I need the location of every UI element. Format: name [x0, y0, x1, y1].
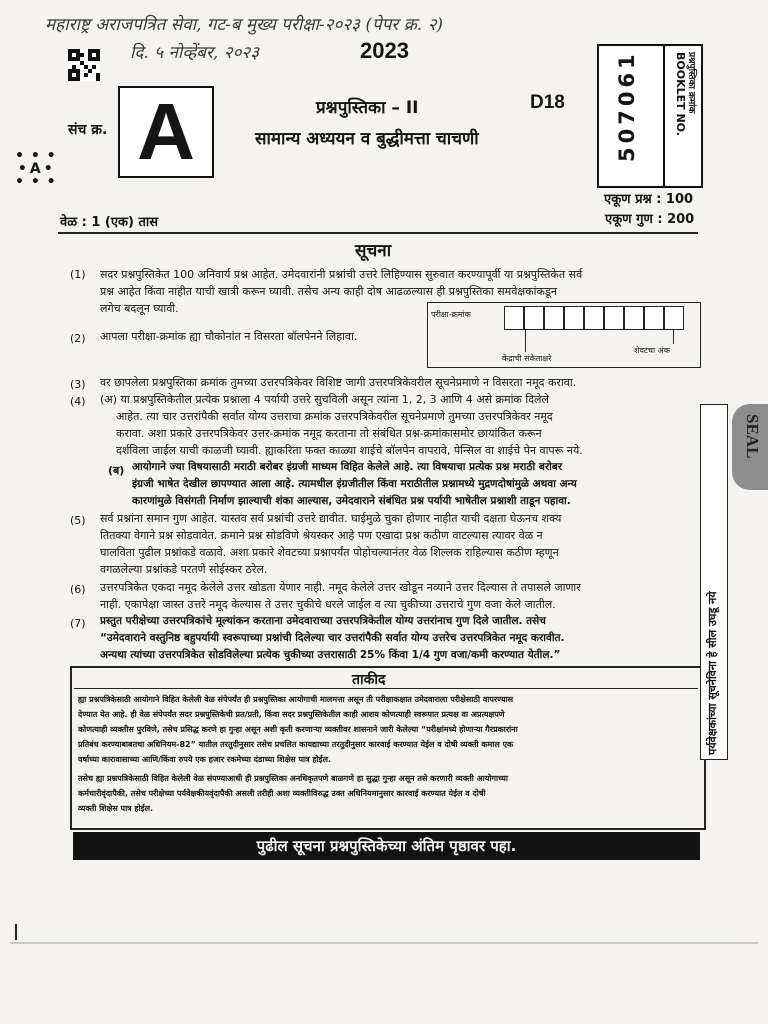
warning-heading-rule [74, 688, 698, 689]
exam-year: 2023 [360, 38, 409, 63]
dot-row-bottom: • • • [15, 174, 57, 190]
total-marks: एकूण गुण : 200 [605, 212, 695, 227]
dot-series-letter: A [29, 161, 42, 177]
margin-mark [15, 924, 17, 940]
instruction-line: “उमेदवाराने वस्तुनिष्ठ बहुपर्यायी स्वरूपाच्या प्रश्नांची दिलेल्या चार उत्तरांपैकी सर्वात योग्य उत्तरेच उत्तरपत्रिकेत नमूद करावीत. [100, 632, 565, 644]
subject-title: सामान्य अध्ययन व बुद्धीमत्ता चाचणी [255, 129, 479, 149]
instruction-number: (1) [70, 268, 86, 281]
instruction-line: प्रश्न आहेत किंवा नाहीत याची खात्री करून घ्यावी. तसेच अन्य काही दोष आढळल्यास ही प्रश्नपुस्तिका समवेक्षकांकडून [100, 285, 557, 298]
page-bottom-line [10, 942, 758, 944]
roll-digit-cell[interactable] [664, 306, 684, 330]
instruction-number: (3) [70, 378, 86, 391]
warning-line: ह्या प्रश्नपत्रिकेसाठी आयोगाने विहित केलेली वेळ संपेपर्यंत ही प्रश्नपुस्तिका आयोगाची मालमत्ता असून ती परीक्षाकक्षात उमेदवाराला परीक्षेसाठी वापरण्यास [78, 695, 514, 704]
dot-right: • [43, 161, 54, 177]
warning-heading: ताकीद [352, 672, 386, 688]
warning-line: तसेच ह्या प्रश्नपत्रिकेसाठी विहित केलेली वेळ संपण्याआधी ही प्रश्नपुस्तिका अनधिकृतपणे बाळगणे हा सुद्धा गुन्हा असून तसे करणारी व्यक्ती आयोगाच्या [78, 774, 508, 783]
header-divider [58, 232, 698, 234]
instruction-line: तितक्या वेगाने प्रश्न सोडवावेत. क्रमाने प्रश्न सोडविणे श्रेयस्कर आहे पण एखादा प्रश्न कठीण वाटल्यास त्यावर वेळ न [100, 529, 543, 542]
instruction-line: सदर प्रश्नपुस्तिकेत 100 अनिवार्य प्रश्न आहेत. उमेदवारांनी प्रश्नांची उत्तरे लिहिण्यास सुरुवात करण्यापूर्वी या प्रश्नपुस्तिकेत सर्व [100, 268, 583, 281]
instruction-line: (अ) या प्रश्नपुस्तिकेतील प्रत्येक प्रश्नाला 4 पर्यायी उत्तरे सुचविली असून त्यांना 1, 2, 3 आणि 4 असे क्रमांक दिलेले [100, 393, 549, 406]
instruction-item [100, 510, 561, 578]
instruction-item [100, 374, 576, 391]
booklet-number-box [597, 44, 703, 188]
last-digit-pointer [673, 330, 674, 344]
instruction-line: कारणांमुळे विसंगती निर्माण झाल्याची शंका आल्यास, उमेदवाराने संबंधित प्रश्न पर्यायी भाषेतील प्रश्नाशी ताडून पहावा. [132, 495, 571, 507]
instruction-number: (ब) [108, 464, 125, 477]
dot-left: • [17, 161, 28, 177]
instruction-line: वर छापलेला प्रश्नपुस्तिका क्रमांक तुमच्या उत्तरपत्रिकेवर विशिष्ट जागी उत्तरपत्रिकेवरील सूचनेप्रमाणे न विसरता नमूद करावा. [100, 376, 577, 389]
dot-row-top: • • • [15, 148, 57, 164]
instruction-line: आपला परीक्षा-क्रमांक ह्या चौकोनांत न विसरता बॉलपेनने लिहावा. [100, 330, 358, 343]
roll-number-box [427, 302, 701, 368]
instruction-number: (7) [70, 617, 86, 630]
instruction-line: आयोगाने ज्या विषयासाठी मराठी बरोबर इंग्रजी माध्यम विहित केलेले आहे. त्या विषयाचा प्रत्येक प्रश्न मराठी बरोबर [132, 461, 563, 473]
instruction-line: सर्व प्रश्नांना समान गुण आहेत. यास्तव सर्व प्रश्नांची उत्तरे द्यावीत. घाईमुळे चुका होणार नाहीत याची दक्षता घेऊनच शक्य [100, 512, 562, 525]
instruction-item [100, 328, 357, 345]
instruction-line: दर्शविला जाईल याची काळजी घ्यावी. ह्याकरिता फक्त काळ्या शाईचे बॉलपेन वापरावे, पेन्सिल वा शाईचे पेन वापरू नये. [116, 444, 583, 457]
total-questions: एकूण प्रश्न : 100 [604, 192, 694, 207]
handwritten-exam-date: दि. ५ नोव्हेंबर, २०२३ [130, 43, 260, 63]
instruction-number: (2) [70, 332, 86, 345]
roll-digit-cell[interactable] [504, 306, 524, 330]
seal-instruction-box [700, 404, 728, 760]
roll-digit-cell[interactable] [564, 306, 584, 330]
center-code-caption: केंद्राची संकेताक्षरे [502, 354, 552, 363]
instruction-line: आहेत. त्या चार उत्तरांपैकी सर्वात योग्य उत्तराचा क्रमांक उत्तरपत्रिकेवरील सूचनेप्रमाणे तुमच्या उत्तरपत्रिकेवर नमूद [116, 410, 553, 423]
instruction-item [100, 613, 565, 664]
warning-line: कर्मचारीवृंदापैकी, तसेच परीक्षेच्या पर्यवेक्षकीयवृंदापैकी असली तरीही अशा व्यक्तीविरुद्ध उक्त अधिनियमानुसार कारवाई करण्यात येईल व दोषी [78, 789, 486, 798]
booklet-number-label-mr: प्रश्नपुस्तिका क्रमांक [686, 52, 696, 114]
instruction-line: उत्तरपत्रिकेत एकदा नमूद केलेले उत्तर खोडता येणार नाही. नमूद केलेले उत्तर खोडून नव्याने उत्तर दिल्यास ते तपासले जाणार [100, 581, 581, 594]
instruction-line: नाही. एकापेक्षा जास्त उत्तरे नमूद केल्यास ते उत्तर चुकीचे धरले जाईल व त्या चुकीच्या उत्तराचे गुण वजा केले जातील. [100, 598, 556, 611]
seal-label: SEAL [743, 414, 762, 459]
instruction-number: (6) [70, 583, 86, 596]
handwritten-exam-title: महाराष्ट्र अराजपत्रित सेवा, गट-ब मुख्य परीक्षा-२०२३ (पेपर क्र. २) [45, 15, 444, 35]
instruction-number: (5) [70, 514, 86, 527]
instructions-heading: सूचना [355, 241, 392, 261]
instruction-line: वगळलेल्या प्रश्नांकडे परतणे सोईस्कर ठरेल. [100, 563, 268, 576]
roll-digit-cell[interactable] [644, 306, 664, 330]
warning-line: कोणत्याही व्यक्तीस पुरविणे, तसेच प्रसिद्ध करणे हा गुन्हा असून अशी कृती करणाऱ्या व्यक्तीवर शासनाने जारी केलेल्या “परीक्षांमध्ये होणाऱ्या गैरप्रकारांना [78, 725, 518, 734]
roll-digit-cell[interactable] [544, 306, 564, 330]
set-number-label: संच क्र. [68, 122, 108, 138]
instruction-number: (4) [70, 395, 86, 408]
instruction-line: करावा. अशा प्रकारे उत्तरपत्रिकेवर उत्तर-क्रमांक नमूद करताना तो संबंधित प्रश्न-क्रमांकासमोर छायांकित करून [116, 427, 542, 440]
last-page-banner: पुढील सूचना प्रश्नपुस्तिकेच्या अंतिम पृष्ठावर पहा. [73, 832, 700, 860]
roll-digit-cell[interactable] [524, 306, 544, 330]
qr-code-icon [68, 49, 100, 81]
instruction-item [132, 459, 577, 510]
instruction-line: अन्यथा त्यांच्या उत्तरपत्रिकेत सोडविलेल्या प्रत्येक चुकीच्या उत्तरासाठी 25% किंवा 1/4 गुण वजा/कमी करण्यात येतील.” [100, 649, 561, 661]
roll-digit-cell[interactable] [604, 306, 624, 330]
series-letter-box [118, 86, 214, 178]
dot-series-marker [15, 150, 57, 189]
instruction-item [100, 391, 583, 459]
booklet-number-area [601, 50, 661, 166]
warning-line: व्यक्ती शिक्षेस पात्र होईल. [78, 804, 154, 813]
booklet-number: 507061 [615, 50, 639, 162]
roll-digit-cell[interactable] [584, 306, 604, 330]
instruction-line: इंग्रजी भाषेत देखील छापण्यात आला आहे. त्यामधील इंग्रजीतील किंवा मराठीतील प्रश्नामध्ये मुद्रणदोषांमुळे अथवा अन्य [132, 478, 577, 490]
booklet-title: प्रश्नपुस्तिका – II [316, 98, 419, 118]
roll-number-label: परीक्षा-क्रमांक [431, 310, 471, 319]
booklet-code: D18 [530, 92, 565, 113]
seal-tab[interactable] [732, 404, 768, 490]
booklet-number-label-en: BOOKLET NO. [674, 52, 687, 136]
last-digit-caption: शेवटचा अंक [634, 346, 670, 355]
warning-text [78, 692, 518, 816]
instruction-line: लगेच बदलून घ्यावी. [100, 302, 179, 315]
warning-line: प्रतिबंध करण्याबाबतचा अधिनियम-82” यातील तरतुदीनुसार तसेच प्रचलित कायद्याच्या तरतुदीनुसार कारवाई करण्यात येईल व दोषी व्यक्ती कमाल एक [78, 740, 514, 749]
instruction-line: प्रस्तुत परीक्षेच्या उत्तरपत्रिकांचे मूल्यांकन करताना उमेदवाराच्या उत्तरपत्रिकेतील योग्य उत्तरांनाच गुण दिले जातील. तसेच [100, 615, 546, 627]
seal-instruction-text: पर्यवेक्षकांच्या सूचनेविना हे सील उघडू नये [706, 591, 719, 755]
booklet-number-labels [665, 48, 699, 184]
instruction-item [100, 579, 581, 613]
warning-line: देण्यात येत आहे. ही वेळ संपेपर्यंत सदर प्रश्नपुस्तिकेची प्रत/प्रती, किंवा सदर प्रश्नपुस्तिकेतील काही आशय कोणत्याही स्वरूपात प्रत्यक्ष वा अप्रत्यक्षपणे [78, 710, 505, 719]
roll-digit-cell[interactable] [624, 306, 644, 330]
warning-line: वर्षाच्या कारावासाच्या आणि/किंवा रुपये एक हजार रकमेच्या दंडाच्या शिक्षेस पात्र होईल. [78, 755, 332, 764]
center-code-pointer [525, 330, 526, 352]
instruction-line: घालविता पुढील प्रश्नांकडे वळावे. अशा प्रकारे शेवटच्या प्रश्नापर्यंत पोहोचल्यानंतर वेळ शिल्लक राहिल्यास कठीण म्हणून [100, 546, 559, 559]
exam-duration: वेळ : 1 (एक) तास [60, 215, 159, 230]
series-letter: A [137, 87, 195, 176]
